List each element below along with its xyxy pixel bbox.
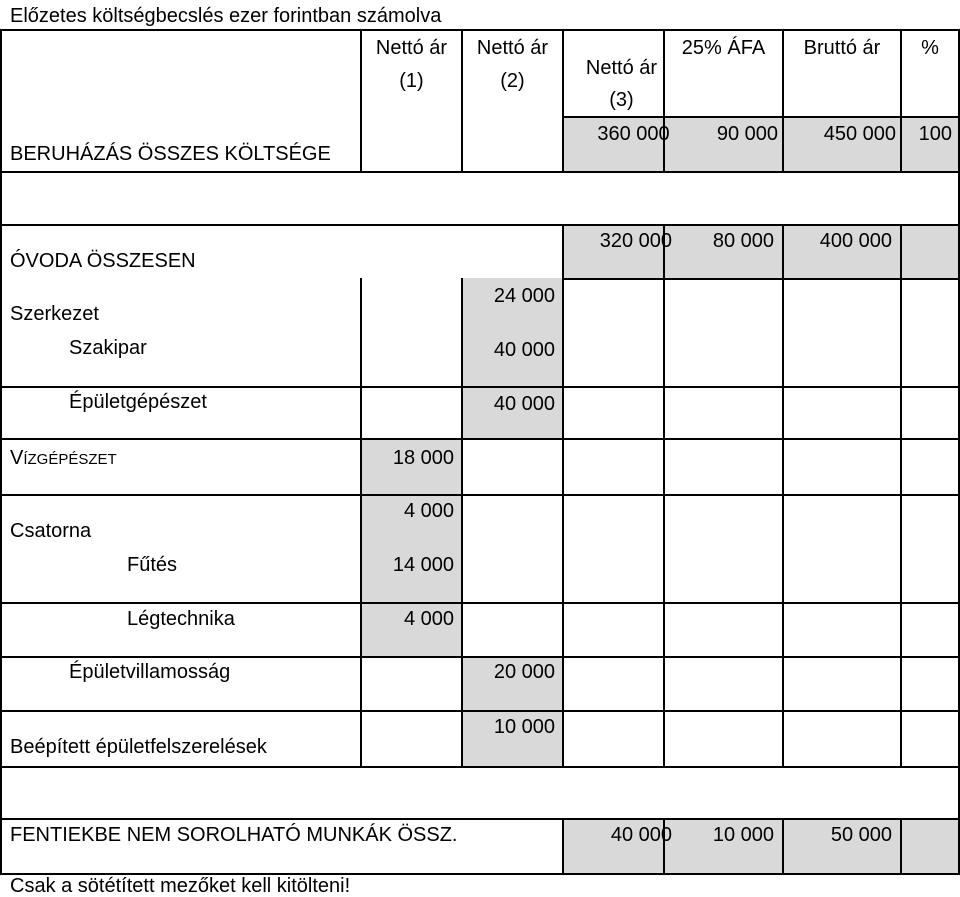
ventilation-net1[interactable]: 4 000 — [403, 608, 454, 630]
trades-label: Szakipar — [69, 337, 147, 359]
sewer-net1[interactable]: 4 000 — [403, 500, 454, 522]
header-net3-line2: (3) — [609, 89, 634, 111]
total-net3[interactable]: 360 000 — [597, 123, 670, 145]
grid-line — [0, 656, 960, 658]
grid-line — [0, 386, 960, 388]
kindergarten-vat[interactable]: 80 000 — [712, 230, 774, 252]
structure-label: Szerkezet — [10, 303, 99, 325]
sewer-label: Csatorna — [10, 520, 92, 542]
grid-line — [663, 224, 665, 766]
structure-net2[interactable]: 24 000 — [493, 285, 555, 307]
electrical-label: Épületvillamosság — [69, 661, 231, 683]
grid-line — [0, 438, 960, 440]
page-title: Előzetes költségbecslés ezer forintban számolva — [10, 5, 442, 27]
total-percent[interactable]: 100 — [918, 123, 952, 145]
plumbing-label — [10, 447, 117, 471]
grid-line — [0, 766, 960, 768]
kindergarten-gross[interactable]: 400 000 — [819, 230, 892, 252]
other-works-gross[interactable]: 50 000 — [830, 824, 892, 846]
fixtures-net2[interactable]: 10 000 — [493, 716, 555, 738]
total-gross[interactable]: 450 000 — [823, 123, 896, 145]
grid-line — [900, 224, 902, 766]
fixtures-label: Beépített épületfelszerelések — [10, 736, 267, 758]
trades-net2[interactable]: 40 000 — [493, 339, 555, 361]
header-vat: 25% ÁFA — [681, 37, 766, 59]
total-label: BERUHÁZÁS ÖSSZES KÖLTSÉGE — [10, 143, 331, 165]
other-works-net3[interactable]: 40 000 — [610, 824, 672, 846]
plumbing-net1[interactable]: 18 000 — [392, 447, 454, 469]
building-services-label: Épületgépészet — [69, 391, 207, 413]
grid-line — [0, 29, 2, 875]
grid-line — [360, 278, 362, 766]
total-vat[interactable]: 90 000 — [716, 123, 778, 145]
other-works-vat[interactable]: 10 000 — [712, 824, 774, 846]
header-percent: % — [921, 37, 939, 59]
grid-line — [0, 171, 960, 173]
grid-line — [0, 29, 960, 31]
header-net3-line1: Nettó ár — [585, 57, 658, 79]
electrical-net2[interactable]: 20 000 — [493, 661, 555, 683]
kindergarten-net3[interactable]: 320 000 — [599, 230, 672, 252]
header-gross: Bruttó ár — [803, 37, 881, 59]
building-services-net2[interactable]: 40 000 — [493, 393, 555, 415]
header-net2-line1: Nettó ár — [476, 37, 549, 59]
plumbing-label-initial: V — [10, 447, 24, 469]
header-net1-line1: Nettó ár — [375, 37, 448, 59]
grid-line — [0, 494, 960, 496]
header-net2-line2: (2) — [500, 70, 525, 92]
ventilation-label: Légtechnika — [127, 608, 235, 630]
grid-line — [0, 224, 960, 226]
other-works-label: FENTIEKBE NEM SOROLHATÓ MUNKÁK ÖSSZ. — [10, 824, 458, 846]
grid-line — [900, 818, 902, 874]
grid-line — [562, 224, 564, 766]
heating-net1[interactable]: 14 000 — [392, 554, 454, 576]
kindergarten-label: ÓVODA ÖSSZESEN — [10, 250, 196, 272]
footnote: Csak a sötétített mezőket kell kitölteni! — [10, 875, 351, 897]
heating-label: Fűtés — [127, 554, 178, 576]
grid-line — [0, 710, 960, 712]
grid-line — [0, 602, 960, 604]
header-net1-line2: (1) — [399, 70, 424, 92]
plumbing-label-rest: ÍZGÉPÉSZET — [23, 451, 117, 468]
grid-line — [0, 818, 960, 820]
grid-line — [782, 224, 784, 766]
